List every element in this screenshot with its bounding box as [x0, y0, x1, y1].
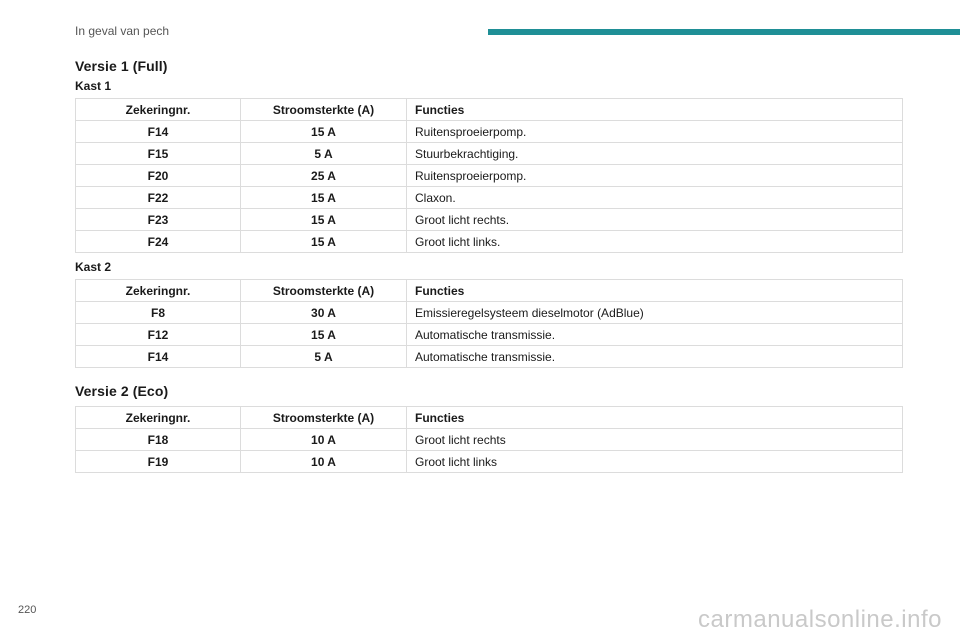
- fuse-table-box-2: [75, 279, 903, 368]
- table-header-row: [76, 99, 903, 121]
- page-number: 220: [18, 604, 37, 616]
- table-row: [76, 429, 903, 451]
- fuse-number: F22: [76, 187, 241, 209]
- table-row: [76, 231, 903, 253]
- fuse-function: Automatische transmissie.: [407, 346, 903, 368]
- fuse-function: Groot licht rechts.: [407, 209, 903, 231]
- table-row: [76, 346, 903, 368]
- table-row: [76, 143, 903, 165]
- fuse-function: Ruitensproeierpomp.: [407, 165, 903, 187]
- table-row: [76, 451, 903, 473]
- watermark: carmanualsonline.info: [698, 606, 942, 633]
- fuse-number: F8: [76, 302, 241, 324]
- column-header-fuse: Zekeringnr.: [76, 280, 241, 302]
- fuse-number: F23: [76, 209, 241, 231]
- fuse-amperage: 10 A: [241, 451, 407, 473]
- table-header-row: [76, 407, 903, 429]
- fuse-amperage: 15 A: [241, 209, 407, 231]
- table-header-row: [76, 280, 903, 302]
- fuse-amperage: 15 A: [241, 231, 407, 253]
- column-header-amperage: Stroomsterkte (A): [241, 99, 407, 121]
- fuse-table-box-1: [75, 98, 903, 253]
- fuse-amperage: 15 A: [241, 121, 407, 143]
- fuse-function: Groot licht links: [407, 451, 903, 473]
- fuse-number: F14: [76, 346, 241, 368]
- table-row: [76, 187, 903, 209]
- fuse-number: F14: [76, 121, 241, 143]
- fuse-number: F19: [76, 451, 241, 473]
- fuse-number: F15: [76, 143, 241, 165]
- fuse-number: F12: [76, 324, 241, 346]
- column-header-fuse: Zekeringnr.: [76, 99, 241, 121]
- fuse-function: Stuurbekrachtiging.: [407, 143, 903, 165]
- header-accent-bar: [488, 29, 960, 35]
- section-title-version-2: Versie 2 (Eco): [75, 383, 169, 399]
- column-header-functions: Functies: [407, 280, 903, 302]
- subsection-title-box-1: Kast 1: [75, 79, 112, 93]
- page-content: [75, 58, 902, 473]
- column-header-functions: Functies: [407, 99, 903, 121]
- column-header-fuse: Zekeringnr.: [76, 407, 241, 429]
- running-header: In geval van pech: [75, 24, 170, 38]
- fuse-table-version-2: [75, 406, 903, 473]
- fuse-amperage: 10 A: [241, 429, 407, 451]
- fuse-number: F18: [76, 429, 241, 451]
- subsection-title-box-2: Kast 2: [75, 260, 112, 274]
- column-header-functions: Functies: [407, 407, 903, 429]
- fuse-number: F20: [76, 165, 241, 187]
- fuse-amperage: 5 A: [241, 143, 407, 165]
- fuse-amperage: 30 A: [241, 302, 407, 324]
- fuse-function: Emissieregelsysteem dieselmotor (AdBlue): [407, 302, 903, 324]
- column-header-amperage: Stroomsterkte (A): [241, 280, 407, 302]
- fuse-amperage: 25 A: [241, 165, 407, 187]
- fuse-amperage: 15 A: [241, 187, 407, 209]
- fuse-function: Ruitensproeierpomp.: [407, 121, 903, 143]
- table-row: [76, 302, 903, 324]
- fuse-amperage: 5 A: [241, 346, 407, 368]
- fuse-function: Groot licht links.: [407, 231, 903, 253]
- column-header-amperage: Stroomsterkte (A): [241, 407, 407, 429]
- fuse-function: Claxon.: [407, 187, 903, 209]
- table-row: [76, 324, 903, 346]
- fuse-function: Groot licht rechts: [407, 429, 903, 451]
- fuse-amperage: 15 A: [241, 324, 407, 346]
- fuse-function: Automatische transmissie.: [407, 324, 903, 346]
- fuse-number: F24: [76, 231, 241, 253]
- section-title-version-1: Versie 1 (Full): [75, 58, 168, 74]
- table-row: [76, 209, 903, 231]
- table-row: [76, 165, 903, 187]
- table-row: [76, 121, 903, 143]
